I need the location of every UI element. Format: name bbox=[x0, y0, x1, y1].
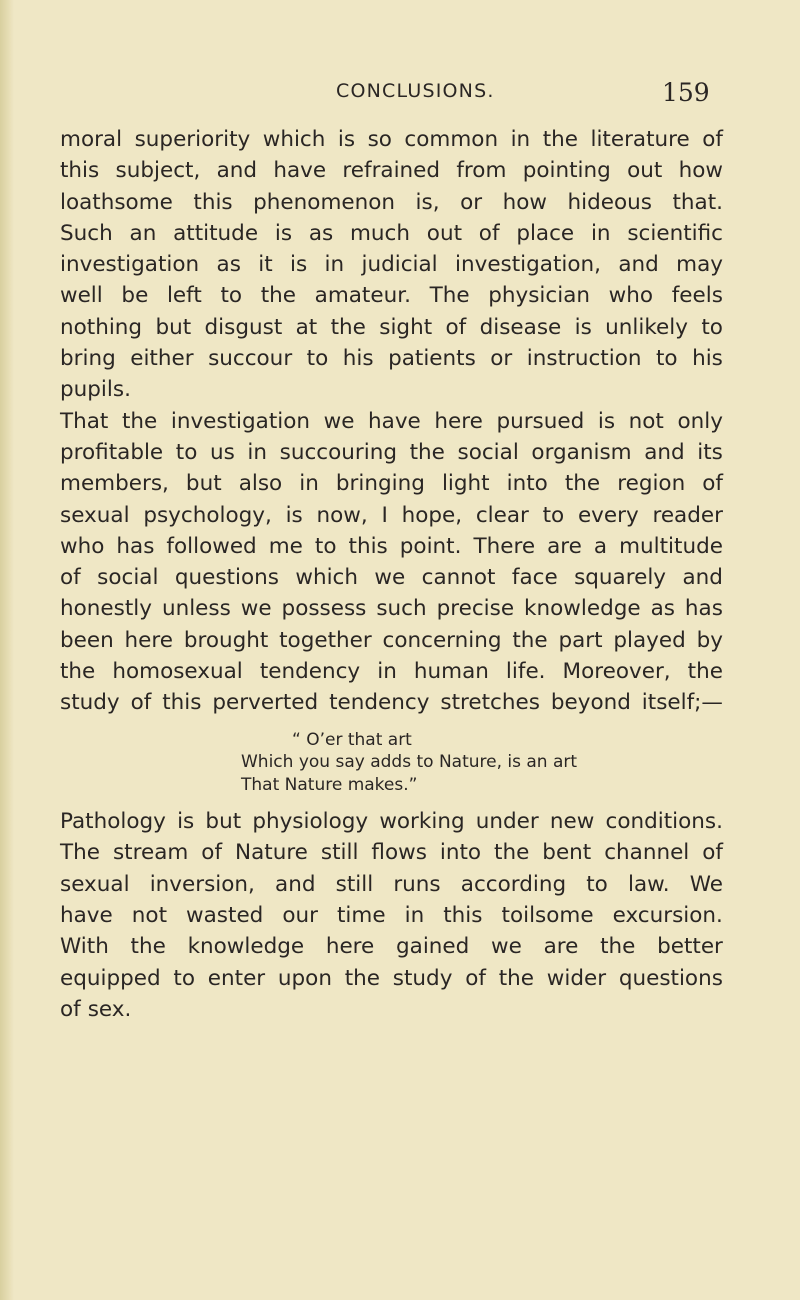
quote-line: “ O’er that art bbox=[292, 729, 412, 750]
text-line: have not wasted our time in this toilsome excursion. bbox=[60, 903, 723, 929]
text-line: loathsome this phenomenon is, or how hideous that. bbox=[60, 189, 723, 215]
text-line: this subject, and have refrained from pointing out how bbox=[60, 158, 723, 184]
paragraph-3 bbox=[60, 806, 723, 1025]
text-line: sexual inversion, and still runs according to law. We bbox=[60, 871, 723, 897]
text-line: moral superiority which is so common in the literature of bbox=[60, 127, 723, 152]
paragraph-1 bbox=[60, 124, 723, 406]
text-line: That the investigation we have here pursued is not only bbox=[60, 408, 723, 434]
text-line: profitable to us in succouring the social organism and its bbox=[60, 439, 723, 465]
text-line: pupils. bbox=[60, 377, 131, 403]
text-line: nothing but disgust at the sight of disease is unlikely to bbox=[60, 314, 723, 340]
text-line: equipped to enter upon the study of the wider questions bbox=[60, 965, 723, 991]
text-line: members, but also in bringing light into the region of bbox=[60, 471, 723, 497]
text-line: The stream of Nature still flows into the bent channel of bbox=[60, 840, 723, 866]
text-line: honestly unless we possess such precise knowledge as has bbox=[60, 596, 723, 622]
quote-line: That Nature makes.” bbox=[241, 774, 418, 795]
text-line: well be left to the amateur. The physician who feels bbox=[60, 283, 723, 309]
page-number: 159 bbox=[662, 78, 710, 107]
text-line: of sex. bbox=[60, 996, 132, 1022]
text-line: investigation as it is in judicial investigation, and may bbox=[60, 252, 723, 278]
body-text bbox=[60, 124, 723, 1025]
quote-line: Which you say adds to Nature, is an art bbox=[241, 752, 578, 773]
block-quotation bbox=[60, 729, 723, 797]
text-line: bring either succour to his patients or instruction to his bbox=[60, 346, 723, 372]
running-head bbox=[0, 78, 800, 118]
text-line: the homosexual tendency in human life. Moreover, the bbox=[60, 659, 723, 685]
text-line: of social questions which we cannot face squarely and bbox=[60, 565, 723, 591]
text-line: sexual psychology, is now, I hope, clear to every reader bbox=[60, 502, 723, 528]
text-line: been here brought together concerning the part played by bbox=[60, 627, 723, 653]
running-title: CONCLUSIONS. bbox=[336, 80, 495, 102]
text-line: who has followed me to this point. There are a multitude bbox=[60, 533, 723, 559]
page-edge-shadow bbox=[0, 0, 14, 1300]
text-line: Such an attitude is as much out of place in scientific bbox=[60, 220, 723, 246]
text-line: Pathology is but physiology working under new conditions. bbox=[60, 809, 723, 835]
paragraph-2 bbox=[60, 406, 723, 719]
text-line: study of this perverted tendency stretches beyond itself;— bbox=[60, 690, 723, 716]
text-line: With the knowledge here gained we are the better bbox=[60, 934, 723, 960]
